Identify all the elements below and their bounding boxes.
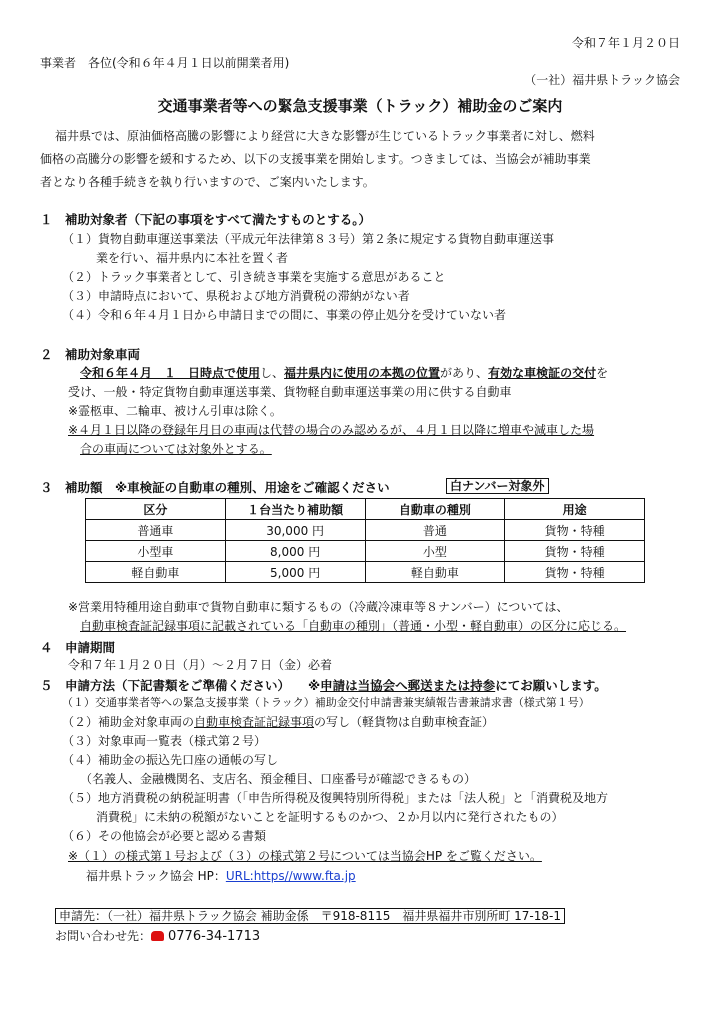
table-cell: 普通車 <box>86 520 226 541</box>
contact-line: お問い合わせ先： 0776-34-1713 <box>55 929 261 944</box>
table-cell: 貨物・特種 <box>505 541 645 562</box>
eligibility-item-2: （２）トラック事業者として、引き続き事業を実施する意思があること <box>62 270 446 284</box>
eligibility-item-1: （１）貨物自動車運送事業法（平成元年法律第８３号）第２条に規定する貨物自動車運送事 <box>62 232 555 246</box>
submission-method-note: ※申請は当協会へ郵送または持参にてお願いします。 <box>308 678 607 693</box>
document-item-5: （５）地方消費税の納税証明書（「申告所得税及復興特別所得税」または「法人税」と「消費税及地方 <box>62 791 609 805</box>
condition-inspection-cert: 有効な車検証の交付 <box>488 366 597 380</box>
homepage-link[interactable]: URL:https//www.fta.jp <box>225 869 356 883</box>
table-cell: 軽自動車 <box>365 562 505 583</box>
excluded-vehicles-note: ※霊柩車、二輪車、被けん引車は除く。 <box>68 404 282 418</box>
table-cell: 30,000 円 <box>225 520 365 541</box>
condition-use-date: 令和６年４月 １ 日時点で使用 <box>80 366 261 380</box>
table-row <box>86 541 645 562</box>
table-cell: 小型車 <box>86 541 226 562</box>
eligibility-item-3: （３）申請時点において、県税および地方消費税の滞納がない者 <box>62 289 410 303</box>
column-header-vehicle-type: 自動車の種別 <box>365 499 505 520</box>
table-header-row <box>86 499 645 520</box>
document-item-6: （６）その他協会が必要と認める書類 <box>62 829 267 843</box>
table-cell: 小型 <box>365 541 505 562</box>
telephone-icon <box>151 931 164 941</box>
application-period: 令和７年１月２０日（月）～２月７日（金）必着 <box>68 658 333 672</box>
intro-line-1: 福井県では、原油価格高騰の影響により経営に大きな影響が生じているトラック事業者に対し、燃料 <box>55 129 595 143</box>
vehicle-condition-line-2: 受け、一般・特定貨物自動車運送事業、貨物軽自動車運送事業の用に供する自動車 <box>68 385 512 399</box>
registration-date-note: ※４月１日以降の登録年月日の車両は代替の場合のみ認めるが、４月１日以降に増車や減車した場 <box>68 423 595 437</box>
document-item-4: （４）補助金の振込先口座の通帳の写し <box>62 753 279 767</box>
column-header-category: 区分 <box>86 499 226 520</box>
table-cell: 貨物・特種 <box>505 562 645 583</box>
document-item-1: （１）交通事業者等への緊急支援事業（トラック）補助金交付申請書兼実績報告書兼請求書（様式第１号） <box>62 696 590 709</box>
application-address-box: 申請先：（一社）福井県トラック協会 補助金係 〒918-8115 福井県福井市別所町 17-18-1 <box>55 908 565 924</box>
sender-organization: （一社）福井県トラック協会 <box>524 73 680 87</box>
form-download-note: ※（１）の様式第１号および（３）の様式第２号については当協会HP をご覧ください。 <box>68 849 542 863</box>
condition-base-location: 福井県内に使用の本拠の位置 <box>284 366 441 380</box>
table-cell: 軽自動車 <box>86 562 226 583</box>
table-cell: 5,000 円 <box>225 562 365 583</box>
registration-date-note-cont: 合の車両については対象外とする。 <box>80 442 272 456</box>
section-5-heading: ５ 申請方法（下記書類をご準備ください） ※申請は当協会へ郵送または持参にてお願いします。 <box>40 678 607 693</box>
eligibility-item-1-cont: 業を行い、福井県内に本社を置く者 <box>96 251 289 265</box>
table-cell: 普通 <box>365 520 505 541</box>
section-2-heading: ２ 補助対象車両 <box>40 347 141 362</box>
association-homepage: 福井県トラック協会 HP：URL:https//www.fta.jp <box>86 869 356 883</box>
eligibility-item-4: （４）令和６年４月１日から申請日までの間に、事業の停止処分を受けていない者 <box>62 308 507 322</box>
white-plate-excluded-badge: 白ナンバー対象外 <box>446 478 549 494</box>
intro-line-3: 者となり各種手続きを執り行いますので、ご案内いたします。 <box>40 175 375 189</box>
intro-line-2: 価格の高騰分の影響を緩和するため、以下の支援事業を開始します。つきましては、当協会が補助事業 <box>40 152 591 166</box>
document-date: 令和７年１月２０日 <box>571 36 680 50</box>
vehicle-condition-line-1: 令和６年４月 １ 日時点で使用し、福井県内に使用の本拠の位置があり、有効な車検証の交付を <box>80 366 609 380</box>
column-header-usage: 用途 <box>505 499 645 520</box>
special-vehicle-note: ※営業用特種用途自動車で貨物自動車に類するもの（冷蔵冷凍車等８ナンバー）については、 <box>68 600 569 614</box>
document-item-3: （３）対象車両一覧表（様式第２号） <box>62 734 267 748</box>
subsidy-amount-table <box>85 498 645 583</box>
table-cell: 貨物・特種 <box>505 520 645 541</box>
table-cell: 8,000 円 <box>225 541 365 562</box>
document-title: 交通事業者等への緊急支援事業（トラック）補助金のご案内 <box>157 97 563 115</box>
table-row <box>86 562 645 583</box>
section-1-heading: １ 補助対象者（下記の事項をすべて満たすものとする。） <box>40 212 372 227</box>
column-header-amount: １台当たり補助額 <box>225 499 365 520</box>
phone-number[interactable]: 0776-34-1713 <box>168 929 261 944</box>
recipient-line: 事業者 各位(令和６年４月１日以前開業者用) <box>40 56 290 70</box>
section-3-heading: ３ 補助額 ※車検証の自動車の種別、用途をご確認ください <box>40 480 390 495</box>
document-item-4-detail: （名義人、金融機関名、支店名、預金種目、口座番号が確認できるもの） <box>80 772 477 786</box>
section-4-heading: ４ 申請期間 <box>40 640 116 655</box>
table-row <box>86 520 645 541</box>
special-vehicle-note-cont: 自動車検査証記録事項に記載されている「自動車の種別」（普通・小型・軽自動車）の区分に応じる。 <box>80 619 627 633</box>
document-item-5-cont: 消費税」に未納の税額がないことを証明するものかつ、２か月以内に発行されたもの） <box>96 810 564 824</box>
document-item-2: （２）補助金対象車両の自動車検査証記録事項の写し（軽貨物は自動車検査証） <box>62 715 495 729</box>
